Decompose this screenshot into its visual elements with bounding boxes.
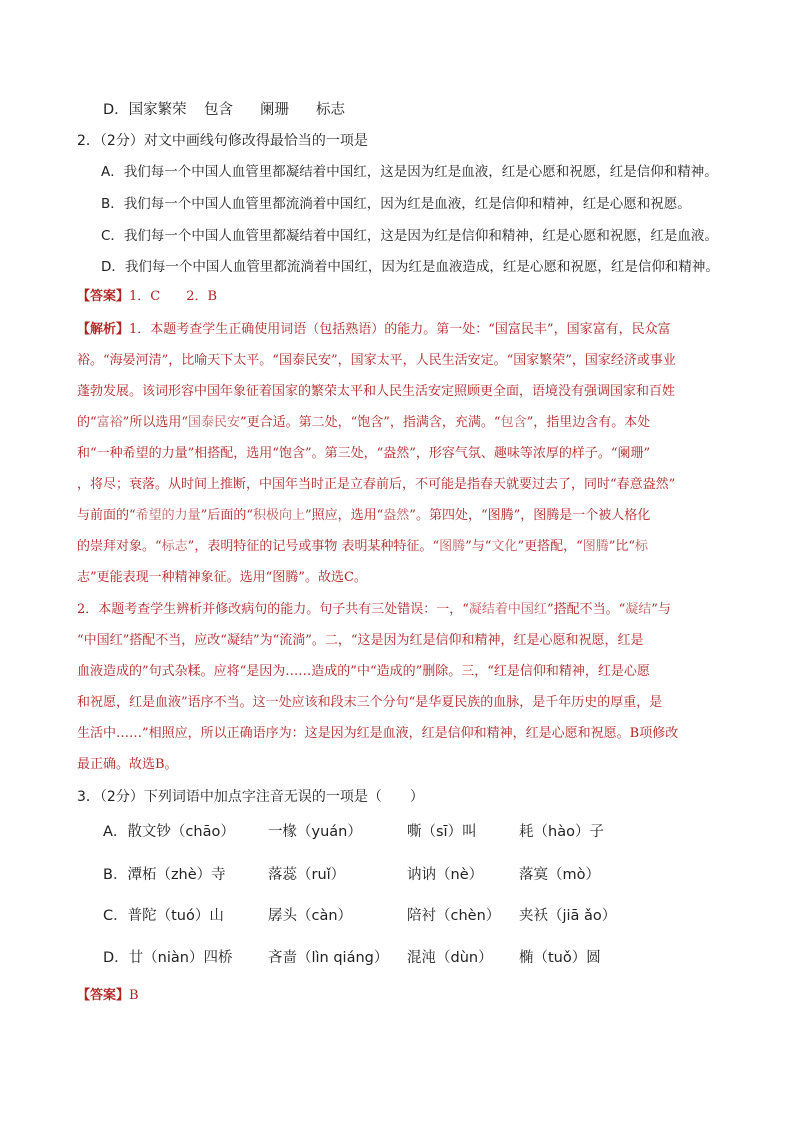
analysis-p2-line-4: 和祝愿，红是血液”语序不当。这一处应该和段末三个分句“是华夏民族的血脉，是千年历史的厚重，是 xyxy=(77,695,663,710)
q3-d-3: 混沌（dùn） xyxy=(407,950,493,966)
answer-text: 1．C 2．B xyxy=(129,289,218,304)
q3-b-4: 落寞（mò） xyxy=(519,867,600,883)
q3-a-4: 耗（hào）子 xyxy=(519,824,604,840)
q3-a-1: A．散文钞（chāo） xyxy=(103,824,235,840)
q3-b-2: 落蕊（ruǐ） xyxy=(268,867,346,883)
q3-d-1: D．廿（niàn）四桥 xyxy=(103,950,233,966)
q3-b-1: B．潭柘（zhè）寺 xyxy=(103,867,226,883)
q3-c-4: 夹袄（jiā ǎo） xyxy=(519,908,617,924)
q1-option-d-word2: 包含 xyxy=(204,102,233,118)
analysis-line-1: 【解析】1．本题考查学生正确使用词语（包括熟语）的能力。第一处：“国富民丰”，国家富有，民众富 xyxy=(77,322,671,337)
q1-option-d-label: D．国家繁荣 xyxy=(103,102,187,118)
analysis-line-5: 和“一种希望的力量”相搭配，选用“饱含”。第三处，“盎然”，形容气氛、趣味等浓厚的样子。“阑珊” xyxy=(77,446,651,461)
analysis-line-4: 的“富裕”所以选用“国泰民安”更合适。第二处，“饱含”，指满含，充满。“包含”，指里边含有。本处 xyxy=(77,415,651,430)
q2-option-c: C．我们每一个中国人血管里都凝结着中国红，这是因为红是信仰和精神，红是心愿和祝愿，红是血液。 xyxy=(101,228,718,244)
analysis-tag: 【解析】 xyxy=(77,322,130,337)
analysis-line-8: 的崇拜对象。“标志”，表明特征的记号或事物 表明某种特征。“图腾”与“文化”更搭配，“图腾”比“标 xyxy=(77,539,649,554)
analysis-line-6: ，将尽；衰落。从时间上推断，中国年当时正是立春前后，不可能是指春天就要过去了，同时“春意盎然” xyxy=(77,477,676,492)
answer-3-tag: 【答案】 xyxy=(77,988,130,1003)
analysis-line-3: 蓬勃发展。该词形容中国年象征着国家的繁荣太平和人民生活安定照顾更全面，语境没有强调国家和百姓 xyxy=(77,384,676,399)
q3-c-1: C．普陀（tuó）山 xyxy=(103,908,224,924)
q2-option-b: B．我们每一个中国人血管里都流淌着中国红，因为红是血液，红是信仰和精神，红是心愿和祝愿。 xyxy=(101,196,691,212)
q2-stem: 2．（2分）对文中画线句修改得最恰当的一项是 xyxy=(77,133,368,149)
answer-tag: 【答案】 xyxy=(77,289,130,304)
analysis-line-2: 裕。“海晏河清”，比喻天下太平。“国泰民安”，国家太平，人民生活安定。“国家繁荣”，国家经济或事业 xyxy=(77,353,676,368)
q2-option-a: A．我们每一个中国人血管里都凝结着中国红，这是因为红是血液，红是心愿和祝愿，红是信仰和精神。 xyxy=(101,164,718,180)
q1-option-d xyxy=(103,100,187,120)
q1-option-d-word4: 标志 xyxy=(316,102,345,118)
analysis-line-9: 志”更能表现一种精神象征。选用“图腾”。故选C。 xyxy=(77,570,367,585)
analysis-p2-line-2: “中国红”搭配不当，应改“凝结”为“流淌”。二，“这是因为红是信仰和精神，红是心愿和祝愿，红是 xyxy=(77,633,644,648)
q2-option-d: D．我们每一个中国人血管里都流淌着中国红，因为红是血液造成，红是心愿和祝愿，红是信仰和精神。 xyxy=(101,259,719,275)
q3-b-3: 讷讷（nè） xyxy=(407,867,484,883)
q3-a-3: 嘶（sī）叫 xyxy=(407,824,477,840)
q3-d-2: 吝啬（lìn qiáng） xyxy=(268,950,389,966)
q1-option-d-word3: 阑珊 xyxy=(260,102,289,118)
q3-stem: 3．（2分）下列词语中加点字注音无误的一项是（ ） xyxy=(77,789,424,805)
analysis-p2-line-1: 2．本题考查学生辨析并修改病句的能力。句子共有三处错误：一，“凝结着中国红”搭配不当。“凝结”与 xyxy=(77,602,671,617)
q3-d-4: 椭（tuǒ）圆 xyxy=(519,950,601,966)
q3-a-2: 一椽（yuán） xyxy=(268,824,362,840)
answer-1-2 xyxy=(77,287,217,307)
answer-3-text: B xyxy=(129,988,139,1003)
analysis-p2-line-6: 最正确。故选B。 xyxy=(77,757,178,772)
analysis-p2-line-5: 生活中……”相照应，所以正确语序为：这是因为红是血液，红是信仰和精神，红是心愿和祝愿。B项修改 xyxy=(77,726,679,741)
analysis-line-7: 与前面的“希望的力量”后面的“积极向上”照应，选用“盎然”。第四处，“图腾”，图腾是一个被人格化 xyxy=(77,508,651,523)
answer-3 xyxy=(77,986,139,1006)
q3-c-2: 孱头（càn） xyxy=(268,908,353,924)
q3-c-3: 陪衬（chèn） xyxy=(407,908,501,924)
analysis-p2-line-3: 血液造成的”句式杂糅。应将“是因为……造成的”中“造成的”删除。三，“红是信仰和精神，红是心愿 xyxy=(77,664,650,679)
